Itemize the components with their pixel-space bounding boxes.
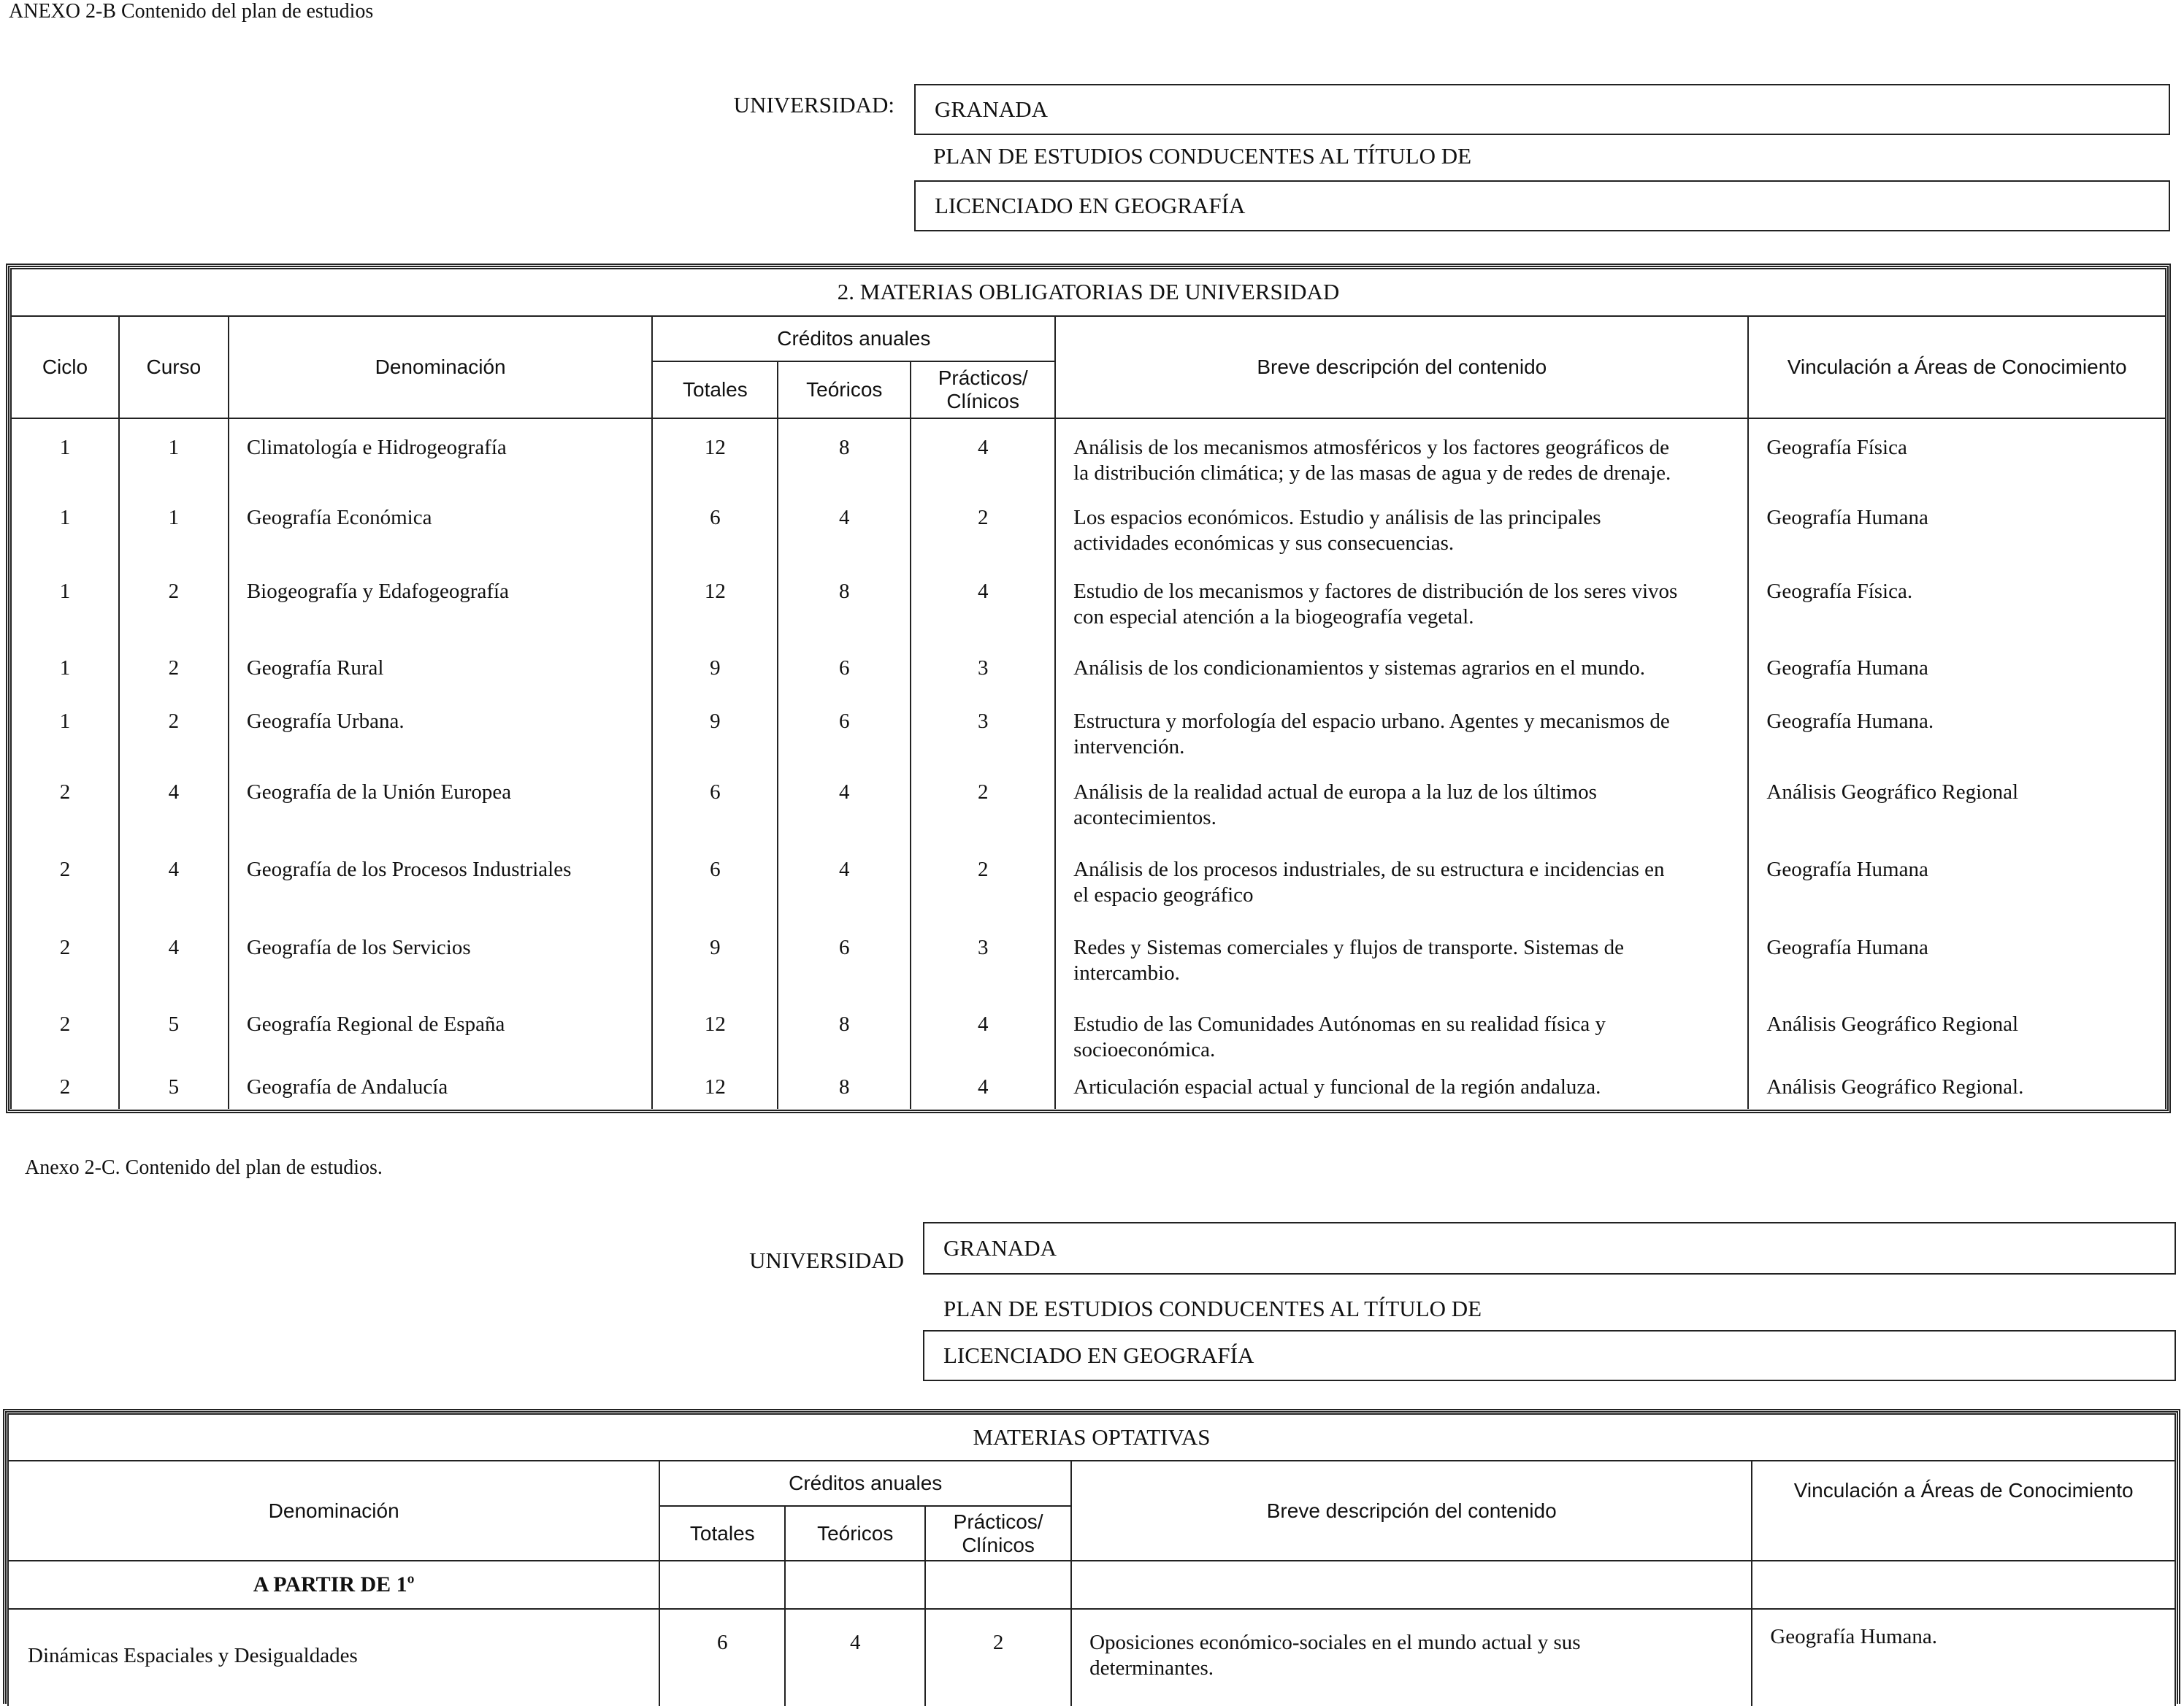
description-line-2: socioeconómica.	[1073, 1038, 1216, 1062]
cell-vinculacion: Geografía Humana	[1748, 919, 2166, 996]
description-line-1: Estudio de los mecanismos y factores de distribución de los seres vivos	[1073, 580, 1678, 604]
cell-teoricos: 4	[778, 841, 911, 919]
cell-vinculacion: Geografía Humana	[1748, 841, 2166, 919]
cell-denominacion: Geografía de los Procesos Industriales	[229, 841, 653, 919]
cell-curso: 2	[119, 693, 229, 764]
table-row	[11, 639, 2166, 692]
cell-curso: 5	[119, 1072, 229, 1109]
cell-totales: 6	[652, 841, 778, 919]
cell-descripcion	[1055, 418, 1748, 489]
cell-descripcion	[1055, 489, 1748, 563]
cell-vinculacion: Análisis Geográfico Regional	[1748, 996, 2166, 1072]
university-label: UNIVERSIDAD:	[733, 92, 894, 118]
cell-totales: 6	[652, 489, 778, 563]
description-line-1: Estudio de las Comunidades Autónomas en su realidad física y	[1073, 1013, 1606, 1037]
header-practicos-line1: Prácticos/	[938, 366, 1028, 390]
cell-ciclo: 2	[11, 996, 119, 1072]
plan-label: PLAN DE ESTUDIOS CONDUCENTES AL TÍTULO DE	[933, 143, 1472, 169]
cell-teoricos-c: 4	[785, 1609, 925, 1706]
description-line-1: Análisis de los condicionamientos y sistemas agrarios en el mundo.	[1073, 656, 1646, 680]
cell-descripcion	[1055, 563, 1748, 639]
university-value: GRANADA	[935, 96, 1048, 122]
annex-2c-title: Anexo 2-C. Contenido del plan de estudios.	[25, 1156, 383, 1179]
header-denominacion: Denominación	[229, 316, 653, 418]
cell-descripcion	[1055, 639, 1748, 692]
cell-ciclo: 1	[11, 418, 119, 489]
header-totales-c: Totales	[659, 1506, 785, 1561]
description-line-1: Estructura y morfología del espacio urbano. Agentes y mecanismos de	[1073, 709, 1670, 733]
cell-descripcion	[1055, 764, 1748, 841]
cell-descripcion	[1055, 1072, 1748, 1109]
description-line-2: la distribución climática; y de las masas de agua y de redes de drenaje.	[1073, 461, 1671, 485]
description-line-2: intercambio.	[1073, 961, 1180, 985]
cell-teoricos: 8	[778, 996, 911, 1072]
description-line-1: Análisis de los procesos industriales, de su estructura e incidencias en	[1073, 857, 1665, 881]
cell-curso: 2	[119, 639, 229, 692]
table-row	[11, 693, 2166, 764]
cell-practicos: 3	[911, 693, 1055, 764]
cell-vinculacion: Geografía Física.	[1748, 563, 2166, 639]
table-title: 2. MATERIAS OBLIGATORIAS DE UNIVERSIDAD	[11, 269, 2166, 316]
cell-totales: 9	[652, 693, 778, 764]
cell-practicos: 4	[911, 563, 1055, 639]
header-totales: Totales	[652, 361, 778, 418]
description-line-2: actividades económicas y sus consecuencias.	[1073, 531, 1455, 556]
cell-vinculacion-c: Geografía Humana.	[1752, 1609, 2175, 1706]
cell-teoricos: 8	[778, 418, 911, 489]
degree-field-c	[923, 1330, 2176, 1381]
cell-ciclo: 1	[11, 489, 119, 563]
cell-totales: 12	[652, 418, 778, 489]
header-practicos-c-line1: Prácticos/	[953, 1510, 1043, 1533]
cell-ciclo: 2	[11, 764, 119, 841]
cell-denominacion: Geografía Económica	[229, 489, 653, 563]
group-label: A PARTIR DE 1º	[8, 1561, 659, 1609]
degree-value: LICENCIADO EN GEOGRAFÍA	[935, 193, 1246, 218]
cell-totales-c: 6	[659, 1609, 785, 1706]
university-field-c	[923, 1222, 2176, 1275]
cell-denominacion: Geografía de Andalucía	[229, 1072, 653, 1109]
cell-ciclo: 1	[11, 563, 119, 639]
table-row	[11, 764, 2166, 841]
table-row	[11, 418, 2166, 489]
table-row	[11, 919, 2166, 996]
description-line-1: Análisis de los mecanismos atmosféricos y los factores geográficos de	[1073, 436, 1669, 460]
description-line-1: Análisis de la realidad actual de europa a la luz de los últimos	[1073, 780, 1597, 804]
cell-denominacion: Geografía de los Servicios	[229, 919, 653, 996]
annex-2b-title: ANEXO 2-B Contenido del plan de estudios	[9, 0, 374, 23]
cell-descripcion	[1055, 996, 1748, 1072]
table-row	[11, 563, 2166, 639]
cell-teoricos: 8	[778, 563, 911, 639]
description-line-2: con especial atención a la biogeografía vegetal.	[1073, 605, 1474, 629]
description-line-1: Oposiciones económico-sociales en el mundo actual y sus	[1089, 1631, 1581, 1654]
cell-denominacion: Geografía Urbana.	[229, 693, 653, 764]
cell-practicos: 4	[911, 418, 1055, 489]
cell-practicos: 2	[911, 841, 1055, 919]
description-line-2: acontecimientos.	[1073, 805, 1216, 829]
cell-curso: 4	[119, 764, 229, 841]
cell-descripcion	[1055, 919, 1748, 996]
table-title-c: MATERIAS OPTATIVAS	[8, 1414, 2175, 1461]
description-line-2: el espacio geográfico	[1073, 883, 1254, 907]
header-creditos-c: Créditos anuales	[659, 1461, 1071, 1506]
header-practicos-c	[925, 1506, 1071, 1561]
cell-curso: 4	[119, 919, 229, 996]
cell-vinculacion: Geografía Humana.	[1748, 693, 2166, 764]
cell-teoricos: 6	[778, 639, 911, 692]
table-row	[11, 489, 2166, 563]
description-line-1: Articulación espacial actual y funcional de la región andaluza.	[1073, 1075, 1601, 1099]
header-descripcion-c: Breve descripción del contenido	[1071, 1461, 1752, 1561]
header-vinculacion-c: Vinculación a Áreas de Conocimiento	[1752, 1461, 2175, 1561]
header-teoricos: Teóricos	[778, 361, 911, 418]
cell-vinculacion: Geografía Humana	[1748, 639, 2166, 692]
cell-ciclo: 1	[11, 693, 119, 764]
description-line-1: Los espacios económicos. Estudio y análisis de las principales	[1073, 506, 1601, 530]
cell-denominacion: Biogeografía y Edafogeografía	[229, 563, 653, 639]
header-teoricos-c: Teóricos	[785, 1506, 925, 1561]
degree-field	[914, 180, 2170, 231]
cell-vinculacion: Geografía Humana	[1748, 489, 2166, 563]
description-line-2: determinantes.	[1089, 1656, 1214, 1680]
cell-curso: 1	[119, 418, 229, 489]
description-line-1: Redes y Sistemas comerciales y flujos de transporte. Sistemas de	[1073, 936, 1624, 960]
cell-ciclo: 2	[11, 919, 119, 996]
cell-descripcion	[1055, 693, 1748, 764]
cell-ciclo: 2	[11, 1072, 119, 1109]
cell-teoricos: 6	[778, 693, 911, 764]
university-field	[914, 84, 2170, 135]
university-label-c: UNIVERSIDAD	[749, 1248, 904, 1273]
cell-teoricos: 6	[778, 919, 911, 996]
cell-practicos: 3	[911, 639, 1055, 692]
cell-practicos: 4	[911, 996, 1055, 1072]
university-value-c: GRANADA	[943, 1235, 1057, 1261]
cell-teoricos: 4	[778, 764, 911, 841]
cell-practicos-c: 2	[925, 1609, 1071, 1706]
header-vinculacion: Vinculación a Áreas de Conocimiento	[1748, 316, 2166, 418]
header-curso: Curso	[119, 316, 229, 418]
table-row	[11, 1072, 2166, 1109]
header-descripcion: Breve descripción del contenido	[1055, 316, 1748, 418]
cell-descripcion-c	[1071, 1609, 1752, 1706]
cell-denominacion: Climatología e Hidrogeografía	[229, 418, 653, 489]
plan-label-c: PLAN DE ESTUDIOS CONDUCENTES AL TÍTULO DE	[943, 1296, 1482, 1321]
table-row	[11, 841, 2166, 919]
mandatory-subjects-table	[10, 268, 2166, 1109]
optional-subjects-table	[7, 1413, 2176, 1706]
cell-curso: 5	[119, 996, 229, 1072]
cell-practicos: 4	[911, 1072, 1055, 1109]
cell-totales: 9	[652, 639, 778, 692]
cell-denominacion: Geografía Rural	[229, 639, 653, 692]
cell-teoricos: 4	[778, 489, 911, 563]
cell-practicos: 2	[911, 489, 1055, 563]
header-ciclo: Ciclo	[11, 316, 119, 418]
table-row	[8, 1609, 2175, 1706]
cell-totales: 12	[652, 996, 778, 1072]
cell-totales: 9	[652, 919, 778, 996]
header-denominacion-c: Denominación	[8, 1461, 659, 1561]
cell-totales: 12	[652, 563, 778, 639]
header-practicos-c-line2: Clínicos	[962, 1533, 1035, 1556]
header-creditos: Créditos anuales	[652, 316, 1055, 361]
cell-denominacion: Geografía Regional de España	[229, 996, 653, 1072]
description-line-2: intervención.	[1073, 734, 1185, 758]
cell-vinculacion: Análisis Geográfico Regional.	[1748, 1072, 2166, 1109]
cell-ciclo: 1	[11, 639, 119, 692]
cell-curso: 1	[119, 489, 229, 563]
cell-curso: 4	[119, 841, 229, 919]
cell-practicos: 2	[911, 764, 1055, 841]
cell-vinculacion: Geografía Física	[1748, 418, 2166, 489]
cell-totales: 6	[652, 764, 778, 841]
degree-value-c: LICENCIADO EN GEOGRAFÍA	[943, 1342, 1254, 1368]
cell-curso: 2	[119, 563, 229, 639]
cell-denominacion: Geografía de la Unión Europea	[229, 764, 653, 841]
cell-totales: 12	[652, 1072, 778, 1109]
cell-practicos: 3	[911, 919, 1055, 996]
header-practicos	[911, 361, 1055, 418]
cell-descripcion	[1055, 841, 1748, 919]
cell-denominacion-c: Dinámicas Espaciales y Desigualdades	[8, 1609, 659, 1706]
cell-ciclo: 2	[11, 841, 119, 919]
cell-vinculacion: Análisis Geográfico Regional	[1748, 764, 2166, 841]
cell-teoricos: 8	[778, 1072, 911, 1109]
table-row	[11, 996, 2166, 1072]
header-practicos-line2: Clínicos	[946, 390, 1019, 413]
